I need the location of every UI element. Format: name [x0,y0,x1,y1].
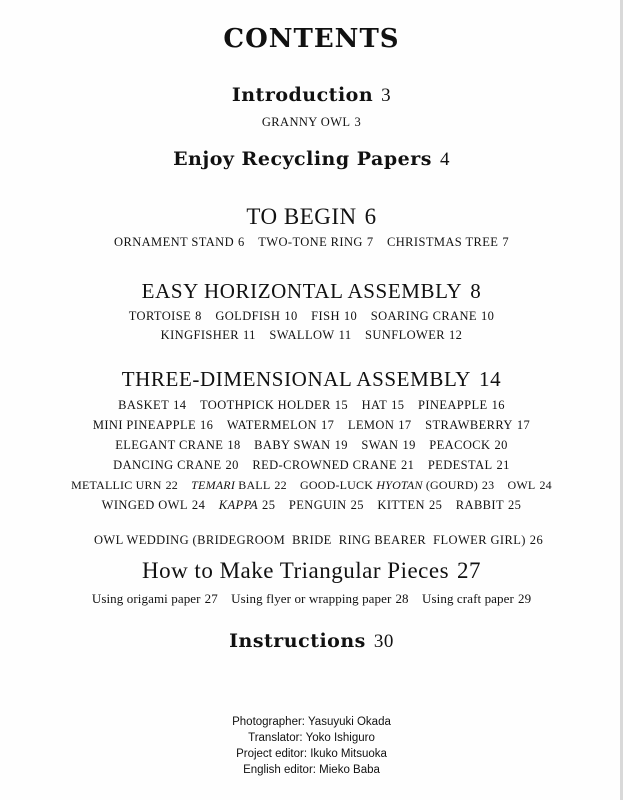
section-three-dimensional-label: THREE-DIMENSIONAL ASSEMBLY [121,367,472,391]
list-item: SUNFLOWER 12 [365,328,463,342]
list-item: ORNAMENT STAND 6 [114,235,245,249]
list-item: PINEAPPLE 16 [417,398,505,412]
list-item: KAPPA 25 [218,498,276,512]
credit-project-editor: Project editor: Ikuko Mitsuoka [236,748,387,760]
list-item: MINI PINEAPPLE 16 [92,418,214,432]
list-item: GRANNY OWL 3 [261,115,362,129]
credit-translator: Translator: Yoko Ishiguro [248,732,375,744]
section-three-dimensional-page: 14 [479,367,502,391]
list-item: DANCING CRANE 20 [113,458,239,472]
horizontal-items-row-2 [0,328,623,343]
section-instructions [0,630,623,653]
three-d-items-row-1 [0,398,623,413]
list-item: TWO-TONE RING 7 [258,235,374,249]
list-item: PEDESTAL 21 [427,458,510,472]
section-triangular [0,558,623,584]
list-item: TORTOISE 8 [128,309,202,323]
list-item: SWALLOW 11 [269,328,352,342]
credits [0,714,623,778]
list-item: ELEGANT CRANE 18 [115,438,241,452]
list-item: TEMARI BALL 22 [191,478,287,492]
horizontal-items-row-1 [0,309,623,324]
list-item: Using flyer or wrapping paper 28 [231,591,409,606]
three-d-items-row-3 [0,438,623,453]
three-d-items-row-6 [0,498,623,513]
section-to-begin [0,204,623,230]
section-instructions-label: Instructions [229,630,366,652]
introduction-items [0,115,623,130]
list-item: SOARING CRANE 10 [370,309,495,323]
three-d-items-row-7 [0,518,623,563]
list-item: Using origami paper 27 [91,591,218,606]
three-d-items-row-5 [0,478,623,493]
list-item: STRAWBERRY 17 [425,418,531,432]
list-item: OWL 24 [507,478,552,492]
list-item: TOOTHPICK HOLDER 15 [199,398,349,412]
list-item: GOOD-LUCK HYOTAN (GOURD) 23 [299,478,495,492]
list-item: PEACOCK 20 [429,438,508,452]
list-item: BASKET 14 [118,398,187,412]
list-item: PENGUIN 25 [288,498,364,512]
section-horizontal [0,279,623,304]
list-item: OWL WEDDING (BRIDEGROOM BRIDE RING BEARER FLOWER GIRL) 26 [94,533,544,547]
section-introduction [0,84,623,107]
three-d-items-row-4 [0,458,623,473]
section-to-begin-page: 6 [364,204,377,229]
section-triangular-label: How to Make Triangular Pieces [141,558,450,583]
section-recycling [0,148,623,171]
section-horizontal-label: EASY HORIZONTAL ASSEMBLY [141,279,463,303]
list-item: WATERMELON 17 [226,418,335,432]
credit-photographer: Photographer: Yasuyuki Okada [232,716,391,728]
list-item: METALLIC URN 22 [71,478,178,492]
list-item: SWAN 19 [361,438,416,452]
list-item: RED-CROWNED CRANE 21 [252,458,415,472]
list-item: WINGED OWL 24 [101,498,206,512]
list-item: RABBIT 25 [455,498,522,512]
section-instructions-page: 30 [373,631,394,652]
to-begin-items [0,235,623,250]
section-triangular-page: 27 [457,558,482,583]
section-to-begin-label: TO BEGIN [246,204,357,229]
section-introduction-label: Introduction [231,84,374,106]
list-item: FISH 10 [311,309,358,323]
page-title: CONTENTS [223,24,400,54]
list-item: LEMON 17 [347,418,412,432]
list-item: HAT 15 [361,398,405,412]
section-horizontal-page: 8 [470,279,482,303]
list-item: KINGFISHER 11 [160,328,256,342]
list-item: BABY SWAN 19 [254,438,348,452]
section-introduction-page: 3 [381,85,392,106]
three-d-items-row-2 [0,418,623,433]
list-item: GOLDFISH 10 [215,309,298,323]
triangular-items [0,591,623,607]
section-three-dimensional [0,367,623,392]
section-recycling-page: 4 [439,149,450,170]
credit-english-editor: English editor: Mieko Baba [243,764,380,776]
list-item: KITTEN 25 [377,498,443,512]
list-item: CHRISTMAS TREE 7 [387,235,509,249]
section-recycling-label: Enjoy Recycling Papers [173,148,432,170]
list-item: Using craft paper 29 [422,591,532,606]
